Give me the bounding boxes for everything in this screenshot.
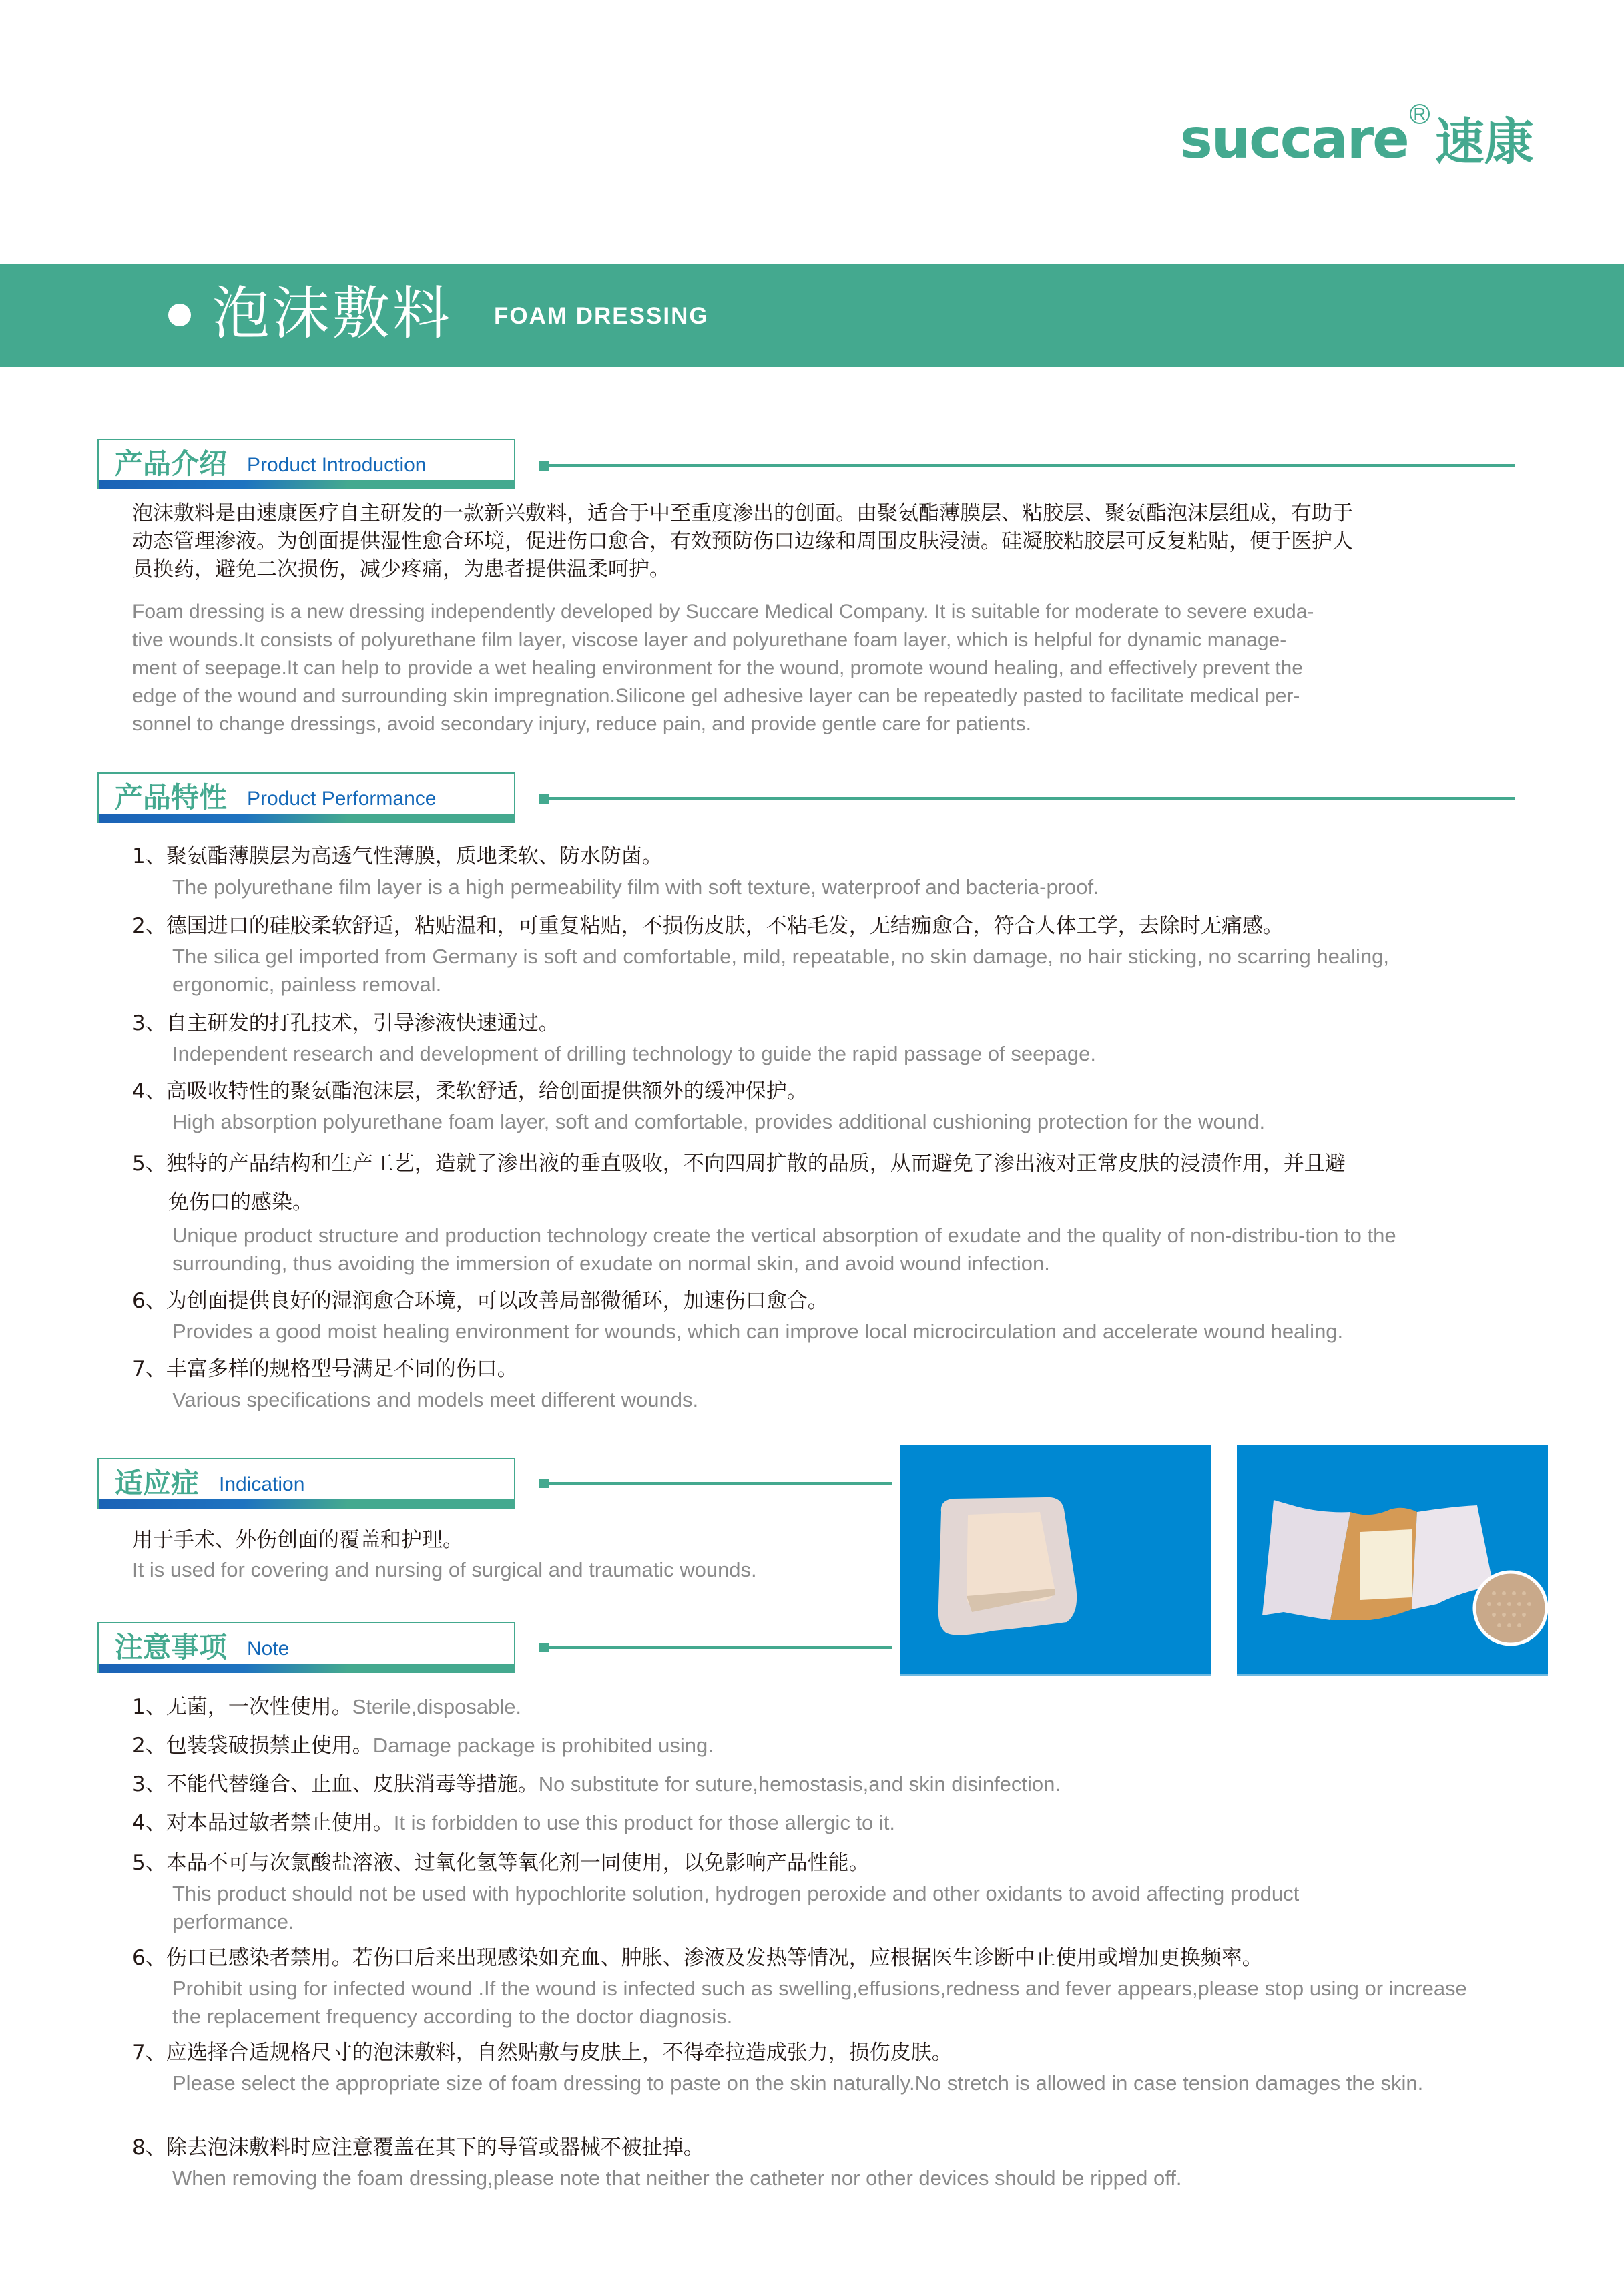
performance-item-3-cn: 3、自主研发的打孔技术，引导渗液快速通过。 [132,1011,559,1035]
performance-item-7-en: Various specifications and models meet different wounds. [172,1388,699,1411]
section-header-performance [97,772,515,823]
note-item-7-cn: 7、应选择合适规格尺寸的泡沫敷料，自然贴敷与皮肤上，不得牵拉造成张力，损伤皮肤。 [132,2041,953,2065]
performance-item-2-cn: 2、德国进口的硅胶柔软舒适，粘贴温和，可重复粘贴，不损伤皮肤，不粘毛发，无结痂愈合，符合人体工学，去除时无痛感。 [132,914,1284,938]
performance-item-1-cn: 1、聚氨酯薄膜层为高透气性薄膜，质地柔软、防水防菌。 [132,844,663,868]
performance-item-5-cn: 5、独特的产品结构和生产工艺，造就了渗出液的垂直吸收，不向四周扩散的品质，从而避免了渗出液对正常皮肤的浸渍作用，并且避 [132,1152,1346,1176]
section-title-cn: 产品介绍 [115,447,228,480]
note-item-en: Damage package is prohibited using. [372,1734,714,1757]
note-item-2 [132,1732,714,1760]
note-item-5-cn: 5、本品不可与次氯酸盐溶液、过氧化氢等氧化剂一同使用，以免影响产品性能。 [132,1851,870,1875]
section-header-band [99,814,514,823]
section-title-en: Indication [219,1473,305,1495]
intro-cn-line: 动态管理渗液。为创面提供湿性愈合环境，促进伤口愈合，有效预防伤口边缘和周围皮肤浸渍。硅凝胶粘胶层可反复粘贴，便于医护人 [132,529,1353,553]
foam-dressing-open-icon [1237,1445,1548,1676]
section-header-indication [97,1458,515,1509]
section-header-intro [97,439,515,489]
section-title-cn: 适应症 [115,1467,200,1499]
section-title-en: Product Introduction [247,454,427,476]
performance-item-2-en: The silica gel imported from Germany is soft and comfortable, mild, repeatable, no skin damage, no hair sticking, no scarring healing, ergonomic, painless removal. [172,945,1389,996]
section-title-cn: 产品特性 [115,781,228,814]
note-item-cn: 4、对本品过敏者禁止使用。 [132,1811,394,1835]
section-header-band [99,1664,514,1673]
note-item-4 [132,1809,895,1837]
intro-cn-paragraph [132,499,1521,583]
indication-en: It is used for covering and nursing of surgical and traumatic wounds. [132,1558,757,1581]
note-item-8-en: When removing the foam dressing,please note that neither the catheter nor other devices should be ripped off. [172,2166,1182,2190]
performance-item-3-en: Independent research and development of drilling technology to guide the rapid passage of seepage. [172,1042,1096,1065]
section-title-cn: 注意事项 [115,1631,228,1664]
section-divider-line [544,464,1515,467]
performance-item-5-en: Unique product structure and production technology create the vertical absorption of exudate and the quality of non-distribu-tion to the surrounding, thus avoiding the immersion of exudate on normal skin, and avoid wound infection. [172,1224,1396,1275]
performance-item-5-cn-cont: 免伤口的感染。 [168,1190,313,1214]
note-item-en: No substitute for suture,hemostasis,and skin disinfection. [538,1772,1061,1796]
intro-cn-line: 员换药，避免二次损伤，减少疼痛，为患者提供温柔呵护。 [132,557,670,581]
note-item-8-cn: 8、除去泡沫敷料时应注意覆盖在其下的导管或器械不被扯掉。 [132,2135,704,2160]
page-title-cn: 泡沫敷料 [212,280,453,347]
note-item-cn: 2、包装袋破损禁止使用。 [132,1734,373,1758]
intro-en-paragraph [132,598,1521,738]
registered-mark-icon: R [1410,104,1430,124]
section-title-en: Note [247,1637,290,1660]
product-photo-dressing-open [1237,1445,1548,1676]
performance-item-4-cn: 4、高吸收特性的聚氨酯泡沫层，柔软舒适，给创面提供额外的缓冲保护。 [132,1079,808,1103]
logo-chinese-name: 速康 [1434,113,1534,171]
section-divider-line [544,1482,892,1485]
section-divider-line [544,1646,892,1649]
intro-en-line: sonnel to change dressings, avoid secondary injury, reduce pain, and provide gentle care for patients. [132,713,1031,735]
note-item-5-en: This product should not be used with hypochlorite solution, hydrogen peroxide and other oxidants to avoid affecting product performance. [172,1882,1300,1933]
performance-item-4-en: High absorption polyurethane foam layer, soft and comfortable, provides additional cushioning protection for the wound. [172,1110,1266,1133]
intro-cn-line: 泡沫敷料是由速康医疗自主研发的一款新兴敷料，适合于中至重度渗出的创面。由聚氨酯薄膜层、粘胶层、聚氨酯泡沫层组成，有助于 [132,501,1353,525]
foam-dressing-pad-icon [900,1445,1211,1676]
section-header-band [99,1499,514,1509]
logo-wordmark: succare [1180,107,1408,171]
note-item-en: Sterile,disposable. [352,1695,522,1718]
note-item-7-en: Please select the appropriate size of foam dressing to paste on the skin naturally.No stretch is allowed in case tension damages the skin. [172,2071,1424,2095]
section-header-note [97,1622,515,1673]
section-title-en: Product Performance [247,788,437,810]
note-item-6-en: Prohibit using for infected wound .If the wound is infected such as swelling,effusions,redness and fever appears,please stop using or increase the replacement frequency according to the doctor diagnosis. [172,1977,1467,2028]
note-item-en: It is forbidden to use this product for those allergic to it. [393,1811,896,1834]
intro-en-line: edge of the wound and surrounding skin impregnation.Silicone gel adhesive layer can be repeatedly pasted to facilitate medical per- [132,685,1300,707]
page-title-en: FOAM DRESSING [494,303,709,329]
intro-en-line: ment of seepage.It can help to provide a wet healing environment for the wound, promote wound healing, and effectively prevent the [132,657,1303,679]
indication-cn: 用于手术、外伤创面的覆盖和护理。 [132,1528,463,1552]
note-item-3 [132,1770,1061,1798]
section-header-band [99,480,514,489]
note-item-cn: 3、不能代替缝合、止血、皮肤消毒等措施。 [132,1772,539,1796]
performance-item-7-cn: 7、丰富多样的规格型号满足不同的伤口。 [132,1357,518,1381]
section-divider-line [544,797,1515,800]
intro-en-line: tive wounds.It consists of polyurethane film layer, viscose layer and polyurethane foam layer, which is helpful for dynamic manage- [132,629,1287,651]
performance-item-6-cn: 6、为创面提供良好的湿润愈合环境，可以改善局部微循环，加速伤口愈合。 [132,1289,828,1313]
performance-item-1-en: The polyurethane film layer is a high permeability film with soft texture, waterproof and bacteria-proof. [172,875,1099,899]
note-item-1 [132,1693,521,1721]
performance-item-6-en: Provides a good moist healing environment for wounds, which can improve local microcirculation and accelerate wound healing. [172,1320,1344,1343]
product-photo-dressing [900,1445,1211,1676]
note-item-6-cn: 6、伤口已感染者禁用。若伤口后来出现感染如充血、肿胀、渗液及发热等情况，应根据医生诊断中止使用或增加更换频率。 [132,1946,1263,1970]
note-item-cn: 1、无菌，一次性使用。 [132,1695,352,1719]
brand-logo [1180,100,1534,171]
intro-en-line: Foam dressing is a new dressing independently developed by Succare Medical Company. It is suitable for moderate to severe exuda- [132,601,1314,623]
bullet-dot-icon [168,304,191,326]
